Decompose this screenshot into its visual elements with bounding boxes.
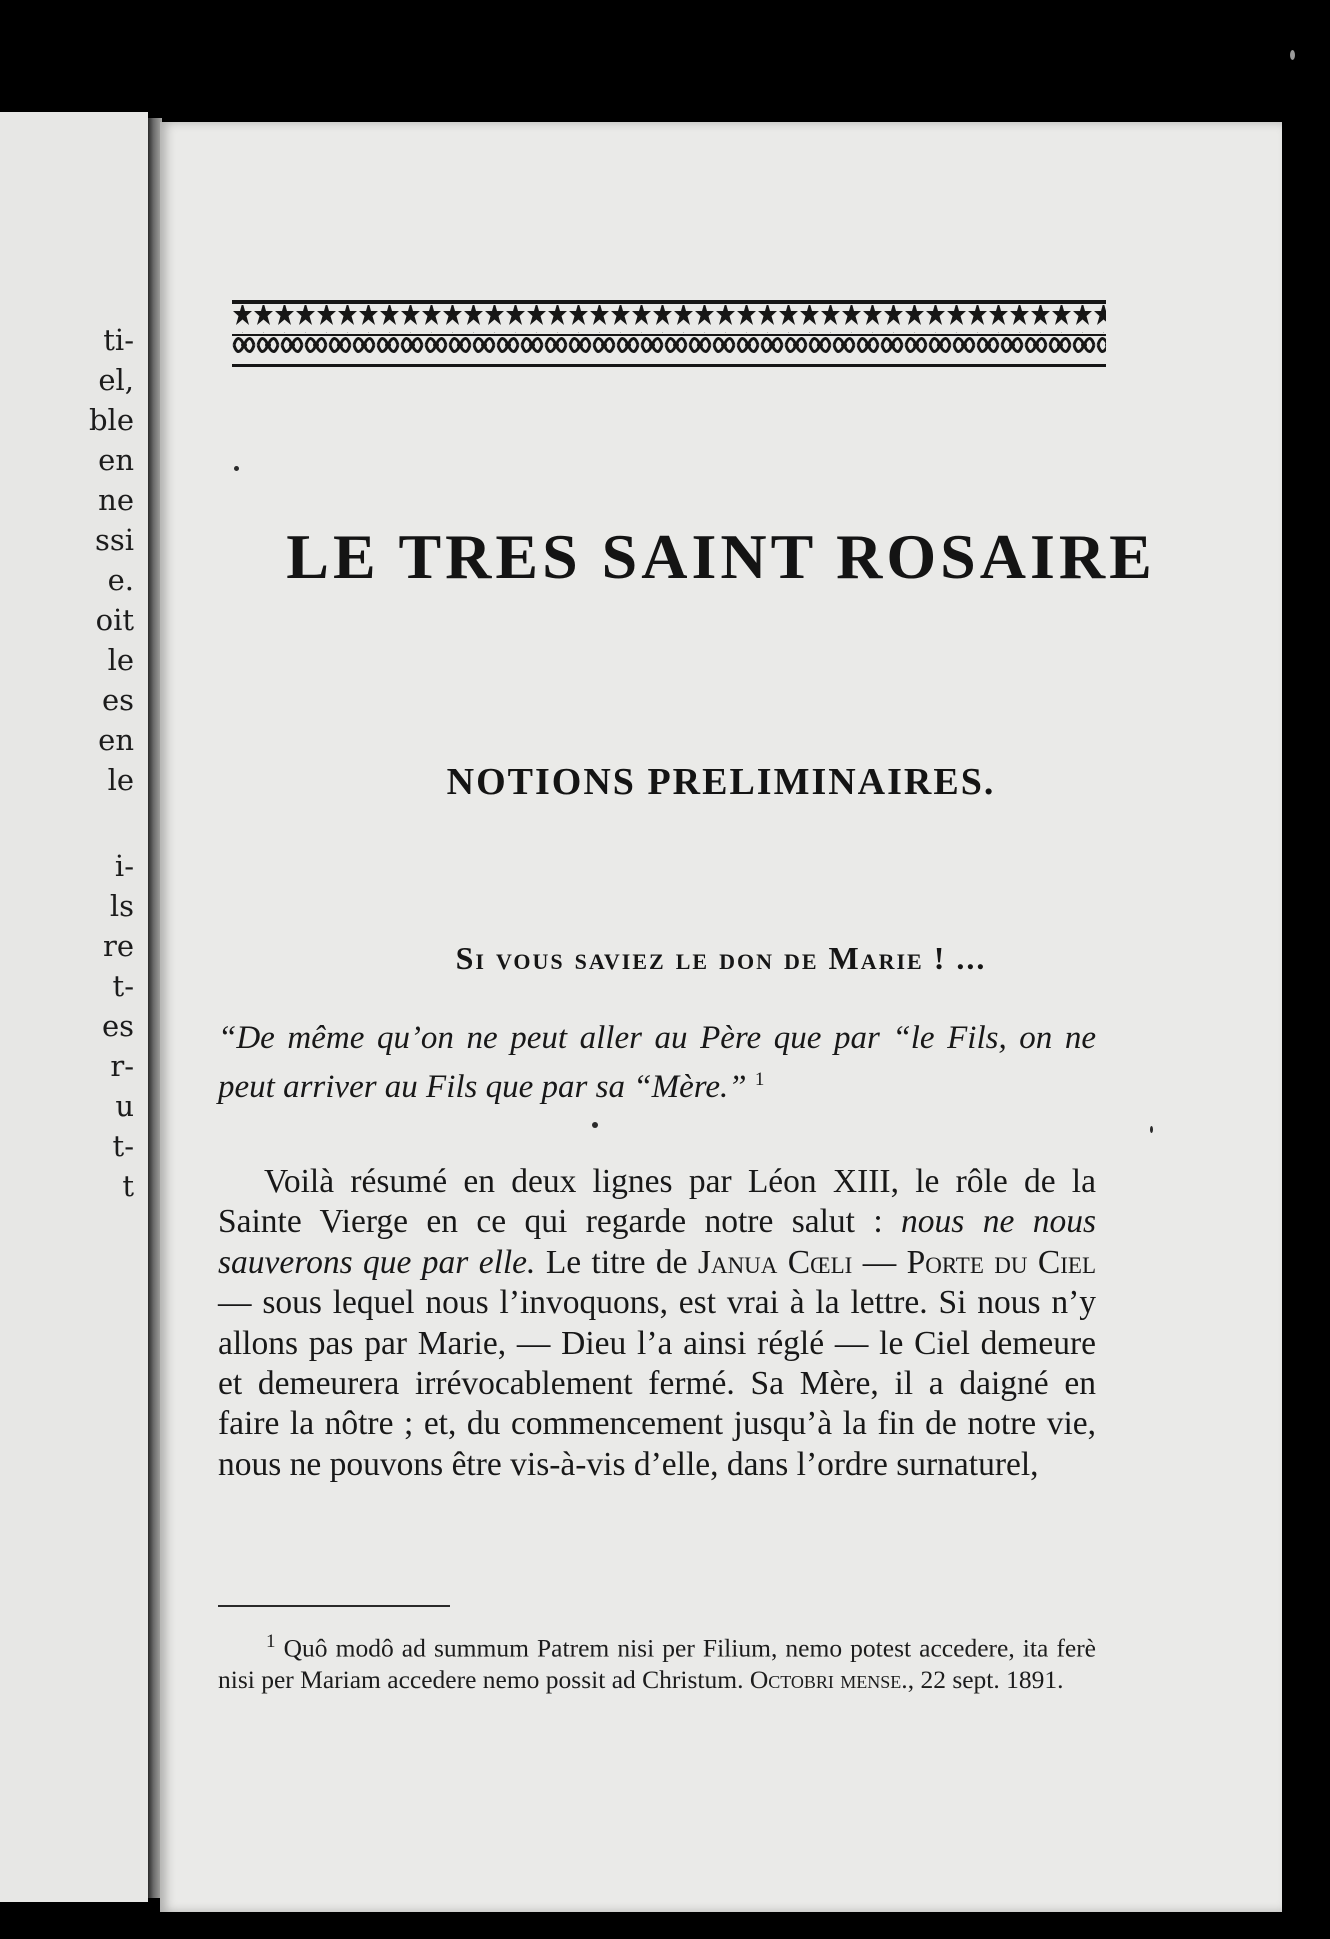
body-text-part1: Voilà résumé en deux lignes par Léon XIII, le rôle de la Sainte Vierge en ce qui regarde notre salut : bbox=[218, 1163, 1096, 1241]
footnote-divider bbox=[218, 1605, 450, 1607]
left-page-fragment: ls bbox=[109, 889, 134, 923]
left-page-fragment: es bbox=[101, 683, 134, 717]
footnote-text: Quô modô ad summum Patrem nisi per Filium, nemo potest accedere, ita ferè nisi per Mariam accedere nemo possit ad Christum. bbox=[218, 1633, 1096, 1694]
left-page-fragment: e. bbox=[107, 563, 134, 597]
left-page-fragment: re bbox=[102, 929, 134, 963]
left-page-fragment: en bbox=[98, 443, 134, 477]
footnote-reference: 1 bbox=[754, 1069, 765, 1090]
janua-coeli-text: Janua Cœli bbox=[697, 1243, 853, 1281]
left-page-fragment: i- bbox=[114, 849, 134, 883]
left-page-fragment: oit bbox=[95, 603, 134, 637]
left-page-fragment: ble bbox=[88, 403, 134, 437]
left-page-fragment: r- bbox=[110, 1049, 134, 1083]
left-page-fragment: t- bbox=[112, 969, 134, 1003]
left-facing-page bbox=[0, 112, 148, 1902]
quotation bbox=[218, 1018, 1096, 1108]
dash: — bbox=[852, 1243, 907, 1281]
footnote-mark: 1 bbox=[266, 1631, 276, 1652]
left-page-fragment: ssi bbox=[94, 523, 134, 557]
left-page-fragment: t- bbox=[112, 1129, 134, 1163]
left-page-fragment: ne bbox=[98, 483, 134, 517]
body-text-part3: — sous lequel nous l’invoquons, est vrai à la lettre. Si nous n’y allons pas par Marie, — Dieu l’a ainsi réglé — le Ciel demeure et demeurera irrévocablement fermé. Sa Mère, il a daigné en faire la nôtre ; et, du commencement jusqu’à la fin de notre vie, nous ne pouvons être vis-à-vis d’elle, dans l’ordre surnaturel, bbox=[218, 1284, 1096, 1483]
footnote-date: , 22 sept. 1891. bbox=[907, 1664, 1064, 1694]
page-title: LE TRES SAINT ROSAIRE bbox=[286, 521, 1156, 592]
left-page-fragment: t bbox=[122, 1169, 134, 1203]
body-text-part2: Le titre de bbox=[535, 1243, 698, 1281]
section-subtitle: NOTIONS PRELIMINAIRES. bbox=[446, 761, 996, 803]
body-paragraph bbox=[218, 1162, 1096, 1485]
quotation-text: “De même qu’on ne peut aller au Père que par “le Fils, on ne peut arriver au Fils que par sa “Mère.” bbox=[218, 1020, 1096, 1105]
left-page-fragment: es bbox=[101, 1009, 134, 1043]
ornamental-border bbox=[232, 300, 1106, 368]
scan-speck bbox=[1290, 50, 1295, 60]
section-heading: Si vous saviez le don de Marie ! ... bbox=[455, 940, 987, 976]
left-page-fragment: le bbox=[107, 763, 134, 797]
footnote bbox=[218, 1626, 1096, 1695]
body-emphasis: nous ne nous sauverons que par elle. bbox=[218, 1203, 1096, 1281]
footnote-source: Octobri mense. bbox=[749, 1664, 908, 1694]
scan-speck bbox=[234, 466, 239, 471]
left-page-fragment: ti- bbox=[103, 323, 134, 357]
left-page-fragment: el, bbox=[98, 363, 134, 397]
porte-du-ciel-text: Porte du Ciel bbox=[906, 1243, 1097, 1281]
scan-speck bbox=[592, 1122, 598, 1128]
left-page-fragment: en bbox=[98, 723, 134, 757]
left-page-fragment: u bbox=[115, 1089, 134, 1123]
left-page-fragment: le bbox=[107, 643, 134, 677]
scan-speck bbox=[1150, 1126, 1153, 1133]
